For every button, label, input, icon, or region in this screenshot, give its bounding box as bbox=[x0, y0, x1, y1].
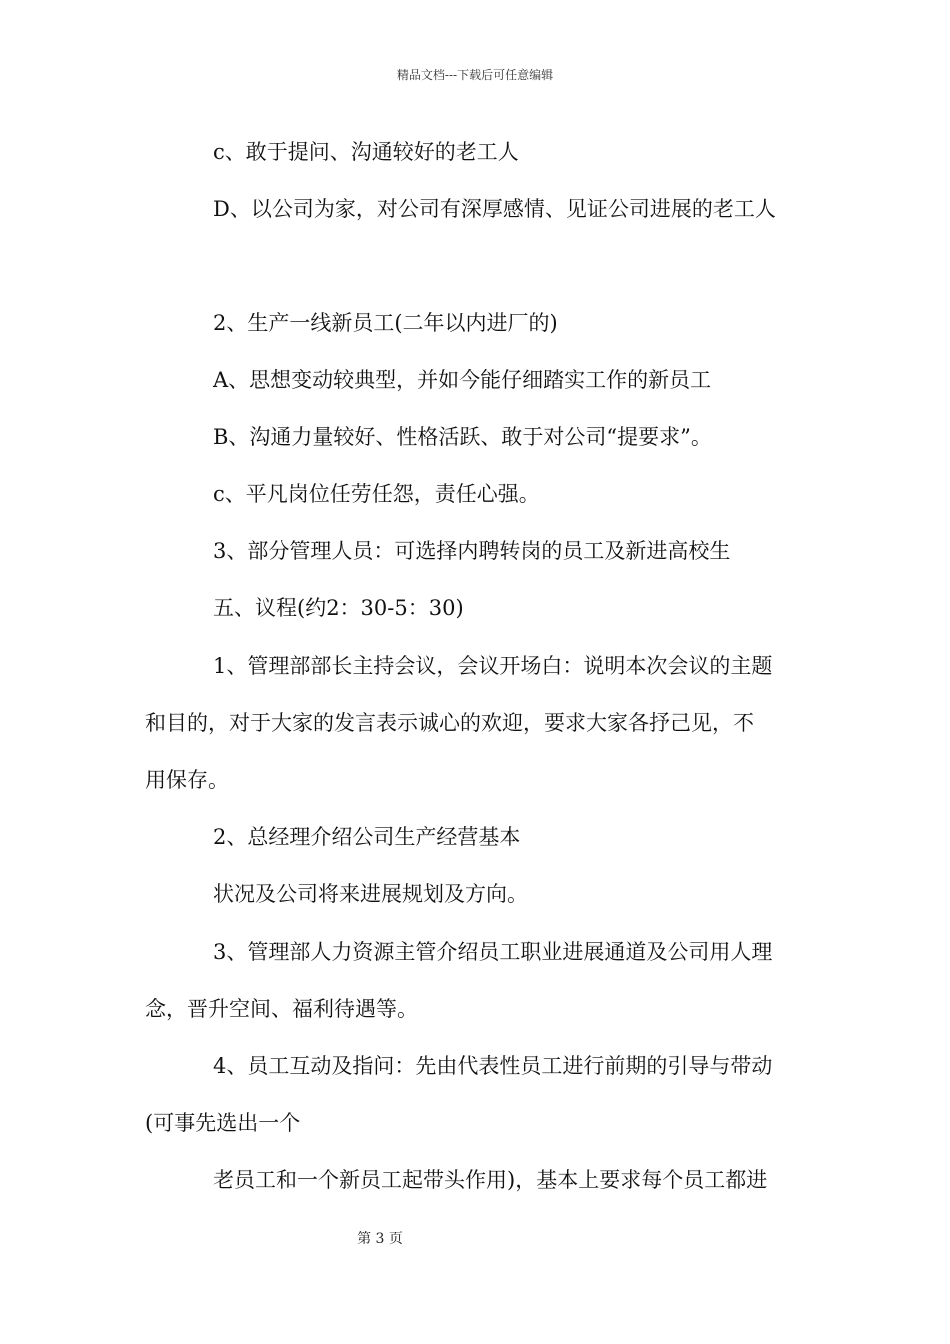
text-line: D、以公司为家，对公司有深厚感情、见证公司进展的老工人 bbox=[213, 197, 776, 221]
text-line: c、敢于提问、沟通较好的老工人 bbox=[213, 140, 519, 164]
text-line: 2、总经理介绍公司生产经营基本 bbox=[213, 825, 521, 849]
text-line: (可事先选出一个 bbox=[145, 1111, 301, 1135]
text-line: c、平凡岗位任劳任怨，责任心强。 bbox=[213, 482, 540, 506]
text-line: 3、部分管理人员：可选择内聘转岗的员工及新进高校生 bbox=[213, 539, 731, 563]
text-line: 4、员工互动及指问：先由代表性员工进行前期的引导与带动 bbox=[213, 1054, 773, 1078]
text-line: A、思想变动较典型，并如今能仔细踏实工作的新员工 bbox=[213, 368, 712, 392]
text-line: 2、生产一线新员工(二年以内进厂的) bbox=[213, 311, 558, 335]
text-line: 3、管理部人力资源主管介绍员工职业进展通道及公司用人理 bbox=[213, 940, 773, 964]
text-line: B、沟通力量较好、性格活跃、敢于对公司“提要求”。 bbox=[213, 425, 712, 449]
text-line: 五、议程(约2：30-5：30) bbox=[213, 596, 464, 620]
page-number: 第 3 页 bbox=[357, 1231, 403, 1247]
text-line: 念，晋升空间、福利待遇等。 bbox=[145, 997, 418, 1021]
text-line: 和目的，对于大家的发言表示诚心的欢迎，要求大家各抒己见，不 bbox=[145, 711, 754, 735]
text-line: 状况及公司将来进展规划及方向。 bbox=[213, 882, 528, 906]
text-line: 用保存。 bbox=[145, 768, 229, 792]
text-line: 1、管理部部长主持会议，会议开场白：说明本次会议的主题 bbox=[213, 654, 773, 678]
page-header: 精品文档---下载后可任意编辑 bbox=[396, 68, 554, 82]
text-line: 老员工和一个新员工起带头作用)，基本上要求每个员工都进 bbox=[213, 1168, 768, 1192]
